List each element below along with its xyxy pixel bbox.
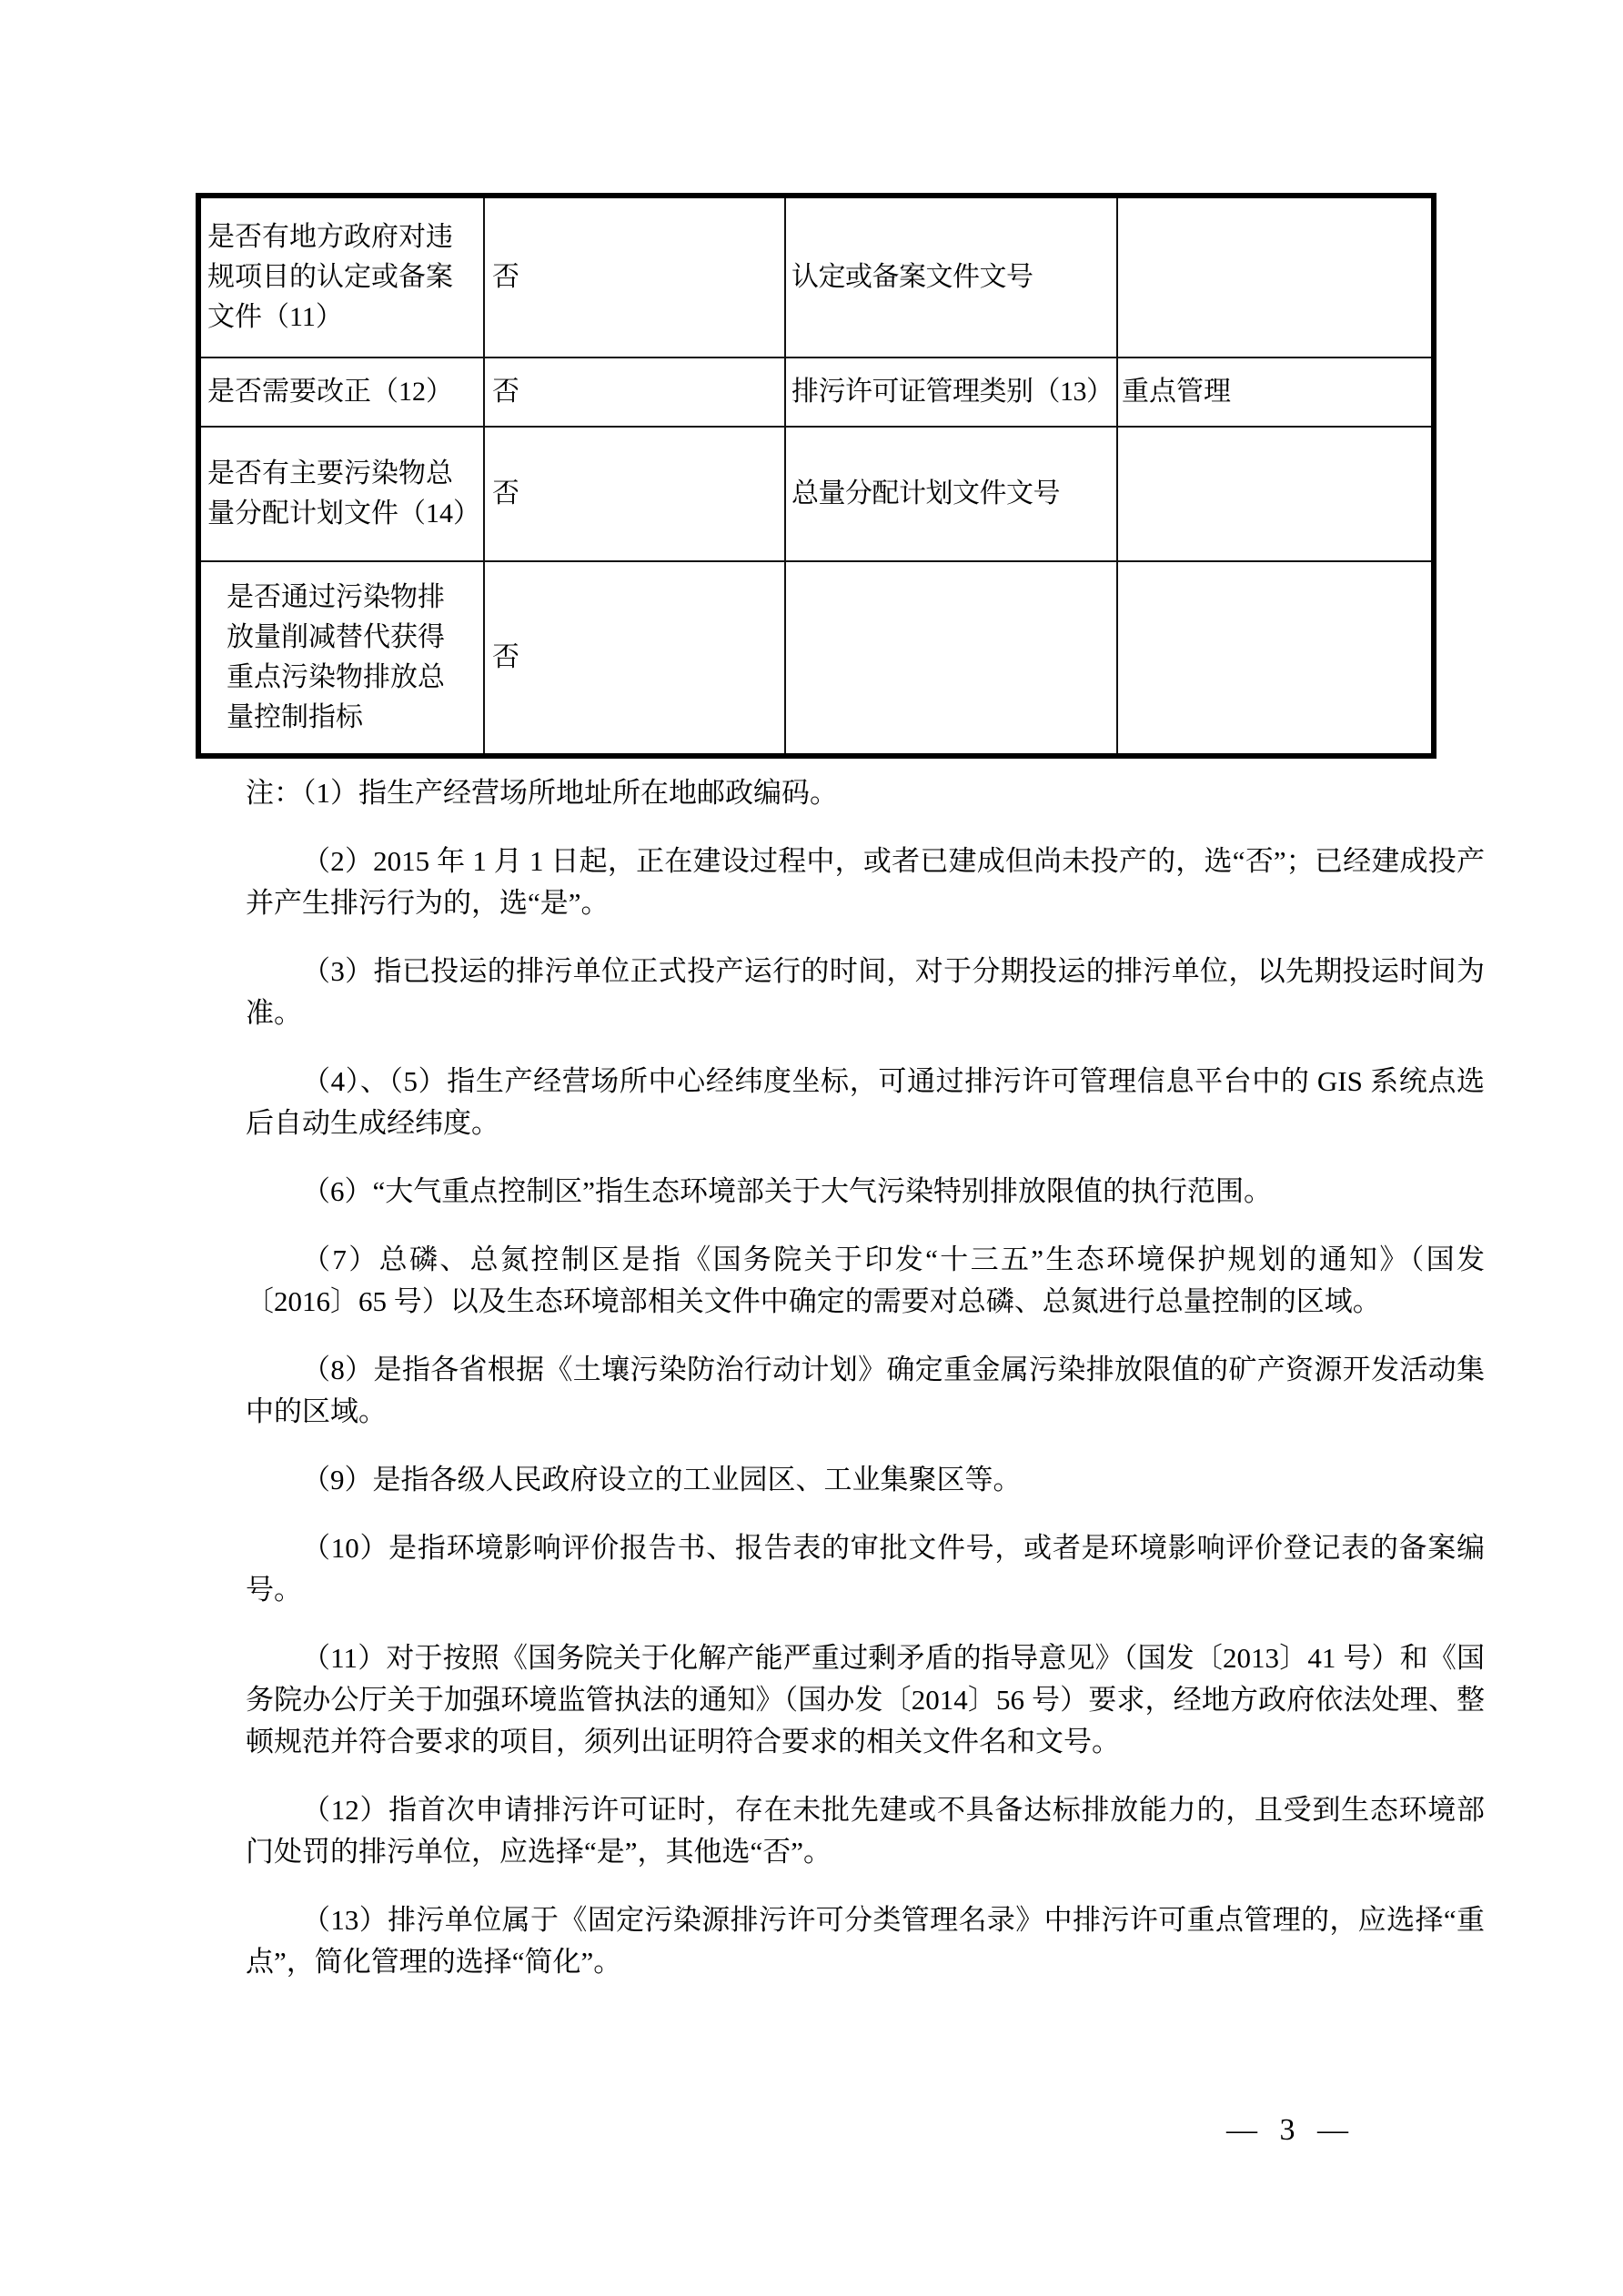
answer-cell: 否: [484, 196, 785, 357]
question-cell: 是否通过污染物排放量削减替代获得重点污染物排放总量控制指标: [198, 561, 484, 756]
table-row: [198, 196, 1434, 357]
question-cell: 总量分配计划文件文号: [785, 427, 1117, 561]
question-cell: [785, 561, 1117, 756]
note-paragraph: 注：（1）指生产经营场所地址所在地邮政编码。: [246, 777, 838, 809]
note-paragraph: （3）指已投运的排污单位正式投产运行的时间，对于分期投运的排污单位，以先期投运时间为准。: [246, 955, 1485, 1029]
answer-cell: 否: [484, 427, 785, 561]
question-cell: 认定或备案文件文号: [785, 196, 1117, 357]
note-paragraph: （13）排污单位属于《固定污染源排污许可分类管理名录》中排污许可重点管理的，应选择“重点”，简化管理的选择“简化”。: [246, 1904, 1485, 1978]
answer-cell: [1117, 561, 1434, 756]
note-paragraph: （7）总磷、总氮控制区是指《国务院关于印发“十三五”生态环境保护规划的通知》（国发〔2016〕65 号）以及生态环境部相关文件中确定的需要对总磷、总氮进行总量控制的区域。: [246, 1244, 1485, 1317]
question-cell: 排污许可证管理类别（13）: [785, 357, 1117, 427]
note-paragraph: （4）、（5）指生产经营场所中心经纬度坐标，可通过排污许可管理信息平台中的 GIS 系统点选后自动生成经纬度。: [246, 1065, 1485, 1139]
answer-cell: [1117, 427, 1434, 561]
note-paragraph: （6）“大气重点控制区”指生态环境部关于大气污染特别排放限值的执行范围。: [302, 1175, 1273, 1207]
answer-cell: 否: [484, 561, 785, 756]
page-number: — 3 —: [1226, 2113, 1348, 2147]
answer-cell: [1117, 196, 1434, 357]
note-paragraph: （9）是指各级人民政府设立的工业园区、工业集聚区等。: [302, 1464, 1022, 1495]
notes-section: [246, 772, 1485, 1983]
table-row: [198, 357, 1434, 427]
permit-form-table: [196, 193, 1437, 759]
question-cell: 是否有主要污染物总量分配计划文件（14）: [198, 427, 484, 561]
question-cell: 是否需要改正（12）: [198, 357, 484, 427]
note-paragraph: （8）是指各省根据《土壤污染防治行动计划》确定重金属污染排放限值的矿产资源开发活动集中的区域。: [246, 1354, 1485, 1427]
table-row: [198, 561, 1434, 756]
answer-cell: 重点管理: [1117, 357, 1434, 427]
answer-cell: 否: [484, 357, 785, 427]
note-paragraph: （11）对于按照《国务院关于化解产能严重过剩矛盾的指导意见》（国发〔2013〕41 号）和《国务院办公厅关于加强环境监管执法的通知》（国办发〔2014〕56 号）要求，经地方政府依法处理、整顿规范并符合要求的项目，须列出证明符合要求的相关文件名和文号。: [246, 1642, 1485, 1757]
note-paragraph: （2）2015 年 1 月 1 日起，正在建设过程中，或者已建成但尚未投产的，选“否”；已经建成投产并产生排污行为的，选“是”。: [246, 845, 1485, 919]
table-row: [198, 427, 1434, 561]
note-paragraph: （10）是指环境影响评价报告书、报告表的审批文件号，或者是环境影响评价登记表的备案编号。: [246, 1532, 1485, 1606]
note-paragraph: （12）指首次申请排污许可证时，存在未批先建或不具备达标排放能力的，且受到生态环境部门处罚的排污单位，应选择“是”，其他选“否”。: [246, 1794, 1485, 1868]
question-cell: 是否有地方政府对违规项目的认定或备案文件（11）: [198, 196, 484, 357]
